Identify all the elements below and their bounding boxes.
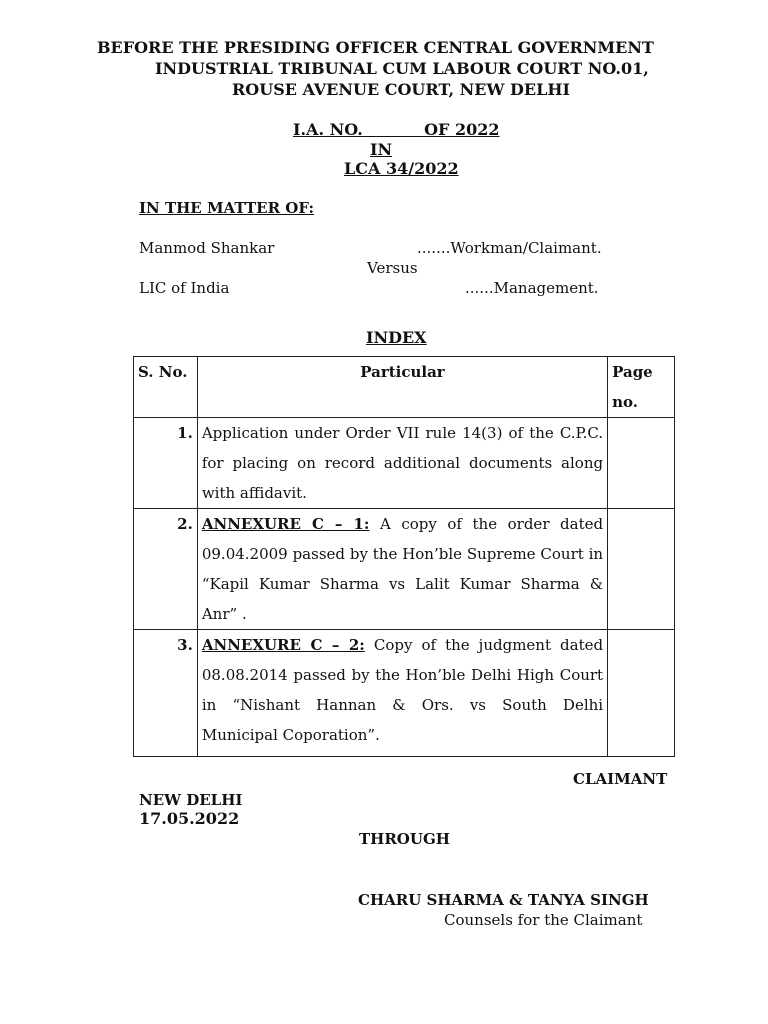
table-row (134, 509, 675, 630)
lca-number: LCA 34/2022 (344, 159, 459, 178)
row-sno: 1. (134, 418, 198, 509)
row-text: Copy of the judgment dated 08.08.2014 passed by the Hon’ble Delhi High Court in “Nishant Hannan & Ors. vs South Delhi Municipal Coporation”. (201, 636, 604, 744)
through-label: THROUGH (359, 830, 450, 848)
index-title: INDEX (366, 328, 427, 347)
party2-role: ......Management. (465, 279, 599, 297)
row-text: Application under Order VII rule 14(3) of the C.P.C. for placing on record additional documents along with affidavit. (201, 424, 604, 502)
index-table (133, 356, 675, 757)
row-particular (197, 509, 607, 630)
row-page (608, 509, 675, 630)
party1-role: .......Workman/Claimant. (417, 239, 602, 257)
court-header-line1: BEFORE THE PRESIDING OFFICER CENTRAL GOVERNMENT (97, 38, 654, 57)
annexure-label: ANNEXURE C – 2: (201, 636, 365, 654)
table-row (134, 630, 675, 757)
row-page (608, 418, 675, 509)
matter-heading: IN THE MATTER OF: (139, 199, 314, 217)
party1-name: Manmod Shankar (139, 239, 275, 257)
court-header-line2: INDUSTRIAL TRIBUNAL CUM LABOUR COURT NO.01, (155, 59, 649, 78)
row-sno: 3. (134, 630, 198, 757)
index-header-row (134, 357, 675, 418)
ia-number: I.A. NO. OF 2022 (293, 120, 500, 139)
annexure-label: ANNEXURE C – 1: (201, 515, 370, 533)
court-header-line3: ROUSE AVENUE COURT, NEW DELHI (232, 80, 570, 99)
in-label: IN (370, 140, 393, 159)
party2-name: LIC of India (139, 279, 230, 297)
table-row (134, 418, 675, 509)
row-text: A copy of the order dated 09.04.2009 passed by the Hon’ble Supreme Court in “Kapil Kumar Sharma vs Lalit Kumar Sharma & Anr” . (201, 515, 604, 623)
row-particular (197, 630, 607, 757)
col-particular-header: Particular (197, 357, 607, 418)
row-page (608, 630, 675, 757)
place-label: NEW DELHI (139, 791, 243, 809)
claimant-label: CLAIMANT (573, 770, 668, 788)
row-particular (197, 418, 607, 509)
col-sno-header: S. No. (134, 357, 198, 418)
date-label: 17.05.2022 (139, 809, 240, 828)
col-page-header: Page no. (608, 357, 675, 418)
counsel-names: CHARU SHARMA & TANYA SINGH (358, 891, 649, 909)
row-sno: 2. (134, 509, 198, 630)
versus-label: Versus (367, 259, 418, 277)
counsel-role: Counsels for the Claimant (444, 911, 643, 929)
